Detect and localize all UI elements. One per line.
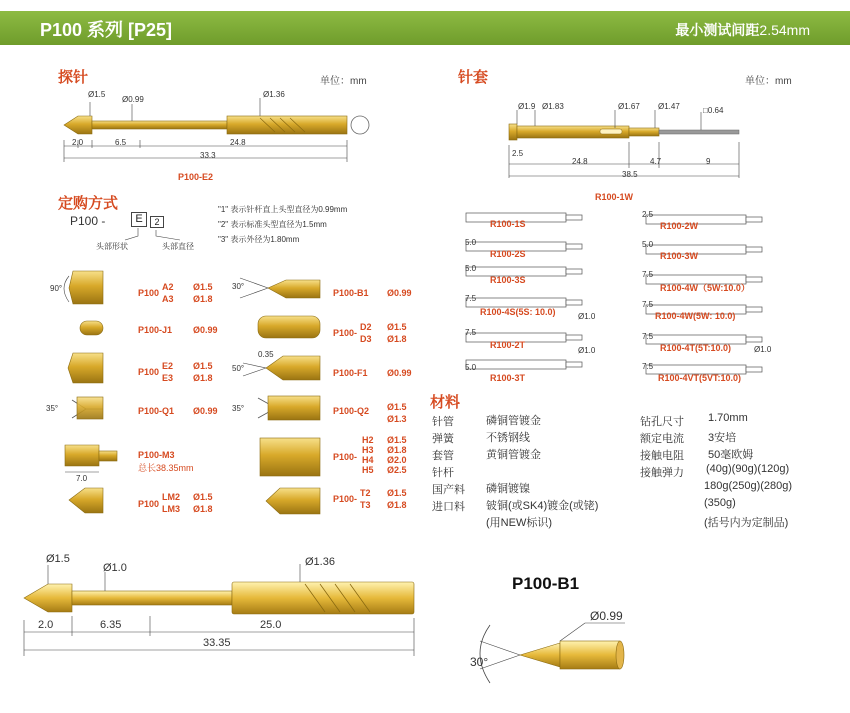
materials-left <box>432 412 599 531</box>
mat-right-val-7: (括号内为定制品) <box>704 517 789 529</box>
mat-right-key-3: 接触电阻 <box>640 450 684 462</box>
sleeve-variant-right-2: R100-3W <box>660 251 699 261</box>
sleeve-unit: 单位：mm <box>745 76 792 87</box>
sleeve-dim-l2: 4.7 <box>650 157 662 166</box>
tip-lm-model-prefix: P100 <box>138 499 160 509</box>
tip-e-dia-2: Ø1.8 <box>193 373 213 383</box>
tip-m3-model: P100-M3 <box>138 450 175 460</box>
tip-j1-dia: Ø0.99 <box>193 325 218 335</box>
order-head-dia-label: 头部直径 <box>162 242 194 251</box>
tip-e-model-2: E2 <box>162 361 174 371</box>
mat-left-val-7: (用NEW标识) <box>486 517 552 529</box>
sleeve-variant-right-6-dim: 7.5 <box>642 362 654 371</box>
tip-d-dia-1: Ø1.5 <box>387 322 407 332</box>
tip-j1-model: P100-J1 <box>138 325 173 335</box>
sleeve-variant-right-6: R100-4VT(5VT:10.0) <box>658 373 742 383</box>
mat-left-val-2: 不锈钢线 <box>486 432 530 444</box>
tip-h-model-h2: H2 <box>362 435 374 445</box>
tip-lm-model-2: LM2 <box>162 492 180 502</box>
tip-h-model-prefix: P100- <box>333 452 358 462</box>
tip-a-angle: 90° <box>50 284 63 293</box>
mat-right-val-5: 180g(250g)(280g) <box>704 480 793 492</box>
mat-left-key-1: 针管 <box>432 416 454 428</box>
tip-q1-model: P100-Q1 <box>138 406 175 416</box>
mat-left-key-3: 套管 <box>432 450 454 462</box>
big-probe-dim-d2: Ø1.0 <box>103 562 127 574</box>
sleeve-dim-d2: Ø1.83 <box>542 102 564 111</box>
sleeve-small-dia-2: Ø1.0 <box>578 346 596 355</box>
tip-f1-angle: 50° <box>232 364 245 373</box>
tip-q2-dia-1: Ø1.5 <box>387 402 407 412</box>
tip-f1-model: P100-F1 <box>333 368 368 378</box>
probe-model: P100-E2 <box>178 172 214 182</box>
tip-d-model-3: D3 <box>360 334 372 344</box>
sleeve-variant-right-3-dim: 7.5 <box>642 270 654 279</box>
big-probe-dim-l3: 25.0 <box>260 619 282 631</box>
order-note-3: "3" 表示外径为1.80mm <box>218 235 300 244</box>
mat-right-val-3: 50毫欧姆 <box>708 449 754 461</box>
tip-h-dia-4: Ø2.5 <box>387 465 407 475</box>
sleeve-dim-d4: Ø1.47 <box>658 102 680 111</box>
big-probe-dim-l1: 2.0 <box>38 619 54 631</box>
tip-m3-dim: 7.0 <box>76 474 88 483</box>
probe-dim-l2: 6.5 <box>115 138 127 147</box>
sleeve-small-dia-1: Ø1.0 <box>578 312 596 321</box>
probe-dim-total: 33.3 <box>200 151 216 160</box>
big-probe-dim-total: 33.35 <box>203 637 231 649</box>
probe-title: 探针 <box>58 69 89 86</box>
mat-left-val-3: 黄铜管镀金 <box>486 449 541 461</box>
min-spacing-label: 最小测试间距 <box>675 22 760 38</box>
sleeve-variant-left-2-dim: 5.0 <box>465 238 477 247</box>
sleeve-dim-d3: Ø1.67 <box>618 102 640 111</box>
sleeve-dim-l1: 24.8 <box>572 157 588 166</box>
tip-lm-dia-1: Ø1.5 <box>193 492 213 502</box>
tip-t-dia-2: Ø1.8 <box>387 500 407 510</box>
tip-b1-model: P100-B1 <box>333 288 369 298</box>
sleeve-variant-left-3-dim: 5.0 <box>465 264 477 273</box>
sleeve-variant-left-1: R100-1S <box>490 219 526 229</box>
mat-left-key-4: 针杆 <box>432 467 454 479</box>
big-probe-dim-d3: Ø1.36 <box>305 556 335 568</box>
sleeve-dim-l3: 9 <box>706 157 711 166</box>
sleeve-variant-right-1: R100-2W <box>660 221 699 231</box>
sleeve-variant-right-4-dim: 7.5 <box>642 300 654 309</box>
tip-t-model-2: T2 <box>360 488 371 498</box>
probe-dim-d1: Ø1.5 <box>88 90 106 99</box>
ordering-title: 定购方式 <box>58 195 119 212</box>
b1-detail-angle: 30° <box>470 655 489 669</box>
header-bar <box>0 11 850 45</box>
tip-d-model-2: D2 <box>360 322 372 332</box>
sleeve-model: R100-1W <box>595 192 634 202</box>
b1-detail-title: P100-B1 <box>512 574 580 593</box>
sleeve-variant-left-6-dim: 5.0 <box>465 363 477 372</box>
order-head-shape-label: 头部形状 <box>96 242 128 251</box>
mat-left-val-6: 铍铜(或SK4)镀金(或铑) <box>486 500 599 512</box>
tip-h-dia-3: Ø2.0 <box>387 455 407 465</box>
mat-right-key-1: 钻孔尺寸 <box>640 416 684 428</box>
mat-left-key-5: 国产料 <box>432 484 465 496</box>
tip-e-dia-1: Ø1.5 <box>193 361 213 371</box>
probe-drawing <box>60 90 380 175</box>
min-spacing-value: 2.54mm <box>759 22 810 38</box>
tip-h-model-h4: H4 <box>362 455 374 465</box>
tip-f1-dia: Ø0.99 <box>387 368 412 378</box>
mat-left-val-1: 磷铜管镀金 <box>486 415 541 427</box>
sleeve-variant-left-4: R100-4S(5S: 10.0) <box>480 307 556 317</box>
tip-e-model-3: E3 <box>162 373 174 383</box>
order-note-2: "2" 表示标准头型直径为1.5mm <box>218 220 327 229</box>
tip-a-model-prefix: P100 <box>138 288 160 298</box>
sleeve-variant-right-3: R100-4W（5W:10.0） <box>660 283 750 293</box>
min-spacing <box>675 20 810 40</box>
probe-unit: 单位：mm <box>320 76 367 87</box>
tip-d-dia-2: Ø1.8 <box>387 334 407 344</box>
tip-e-model-prefix: P100 <box>138 367 160 377</box>
sleeve-dim-total: 38.5 <box>622 170 638 179</box>
sleeve-dim-d5: □0.64 <box>703 106 724 115</box>
mat-left-key-2: 弹簧 <box>432 433 454 445</box>
sleeve-variant-left-3: R100-3S <box>490 275 526 285</box>
b1-detail-dia: Ø0.99 <box>590 609 623 623</box>
probe-dim-d3: Ø1.36 <box>263 90 285 99</box>
sleeve-small-dia-3: Ø1.0 <box>754 345 772 354</box>
mat-right-val-6: (350g) <box>704 497 736 509</box>
order-code-box-shape: E <box>131 212 147 227</box>
sleeve-variant-left-5: R100-2T <box>490 340 526 350</box>
tip-lm-dia-2: Ø1.8 <box>193 504 213 514</box>
tip-d-model-prefix: P100- <box>333 328 358 338</box>
tip-q1-dia: Ø0.99 <box>193 406 218 416</box>
probe-dim-l3: 24.8 <box>230 138 246 147</box>
sleeve-variant-left-2: R100-2S <box>490 249 526 259</box>
materials-title: 材料 <box>430 394 461 411</box>
tip-t-dia-1: Ø1.5 <box>387 488 407 498</box>
tip-t-model-3: T3 <box>360 500 371 510</box>
sleeve-variant-left-6: R100-3T <box>490 373 526 383</box>
probe-dim-l1: 2.0 <box>72 138 84 147</box>
sleeve-dim-l0: 2.5 <box>512 149 524 158</box>
tips-right-drawings <box>228 268 328 528</box>
sleeve-variant-right-1-dim: 2.5 <box>642 210 654 219</box>
sleeve-title: 针套 <box>458 69 489 86</box>
mat-right-key-2: 额定电流 <box>640 433 684 445</box>
tip-q2-dia-2: Ø1.3 <box>387 414 407 424</box>
mat-right-val-2: 3安培 <box>708 432 737 444</box>
mat-right-val-1: 1.70mm <box>708 412 748 424</box>
tip-a-dia-2: Ø1.8 <box>193 294 213 304</box>
sleeve-dim-d1: Ø1.9 <box>518 102 536 111</box>
tip-q2-angle: 35° <box>232 404 245 413</box>
tip-h-dia-1: Ø1.5 <box>387 435 407 445</box>
sleeve-variants-left-drawings <box>460 205 590 385</box>
big-probe-dim-l2: 6.35 <box>100 619 122 631</box>
tip-a-model-3: A3 <box>162 294 174 304</box>
big-probe-dim-d1: Ø1.5 <box>46 553 70 565</box>
tip-h-model-h5: H5 <box>362 465 374 475</box>
tip-lm-model-3: LM3 <box>162 504 180 514</box>
tips-left-drawings <box>55 268 135 528</box>
tip-h-model-h3: H3 <box>362 445 374 455</box>
sleeve-variant-left-4-dim: 7.5 <box>465 294 477 303</box>
mat-right-val-4: (40g)(90g)(120g) <box>706 463 790 475</box>
page-title: P100 系列 [P25] <box>40 20 173 40</box>
sleeve-variant-right-5: R100-4T(5T:10.0) <box>660 343 732 353</box>
tip-t-model-prefix: P100- <box>333 494 358 504</box>
mat-right-key-4: 接触弹力 <box>640 467 684 479</box>
mat-left-key-6: 进口料 <box>432 501 465 513</box>
tip-b1-angle: 30° <box>232 282 245 291</box>
tip-q2-model: P100-Q2 <box>333 406 370 416</box>
sleeve-variant-left-5-dim: 7.5 <box>465 328 477 337</box>
sleeve-variant-right-4: R100-4W(5W: 10.0) <box>655 311 736 321</box>
order-note-1: "1" 表示针杆直上头型直径为0.99mm <box>218 205 348 214</box>
tip-m3-length: 总长38.35mm <box>138 463 194 473</box>
tip-f1-width: 0.35 <box>258 350 274 359</box>
order-code-prefix: P100 - <box>70 214 106 228</box>
sleeve-variant-right-5-dim: 7.5 <box>642 332 654 341</box>
probe-dim-d2: Ø0.99 <box>122 95 144 104</box>
tip-q1-angle: 35° <box>46 404 59 413</box>
tip-a-dia-1: Ø1.5 <box>193 282 213 292</box>
tip-a-model-2: A2 <box>162 282 174 292</box>
tip-h-dia-2: Ø1.8 <box>387 445 407 455</box>
materials-right <box>640 412 793 531</box>
mat-left-val-5: 磷铜镀镍 <box>486 483 530 495</box>
sleeve-variant-right-2-dim: 5.0 <box>642 240 654 249</box>
sleeve-variants-right-drawings <box>640 205 770 385</box>
tip-b1-dia: Ø0.99 <box>387 288 412 298</box>
order-code-box-dia: 2 <box>150 216 164 228</box>
